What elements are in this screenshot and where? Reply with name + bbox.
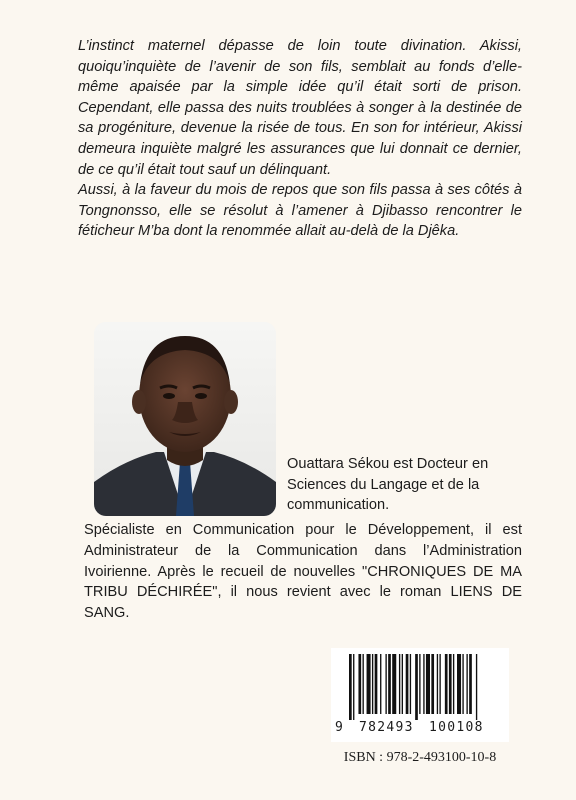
barcode-bar bbox=[476, 654, 477, 720]
blurb-paragraph: L’instinct maternel dépasse de loin toute divination. Akissi, quoiqu’inquiète de l’avenir de son fils, semblait au fonds d’elle-même apaisée par la simple idée qu’il était sorti de prison. Cependant, elle passa des nuits troublées à songer à la destinée de sa progéniture, devenue la risée de tous. En son for intérieur, Akissi demeura inquiète malgré les assurances que lui donnait ce dernier, de ce qu’il était tout sauf un délinquant. bbox=[78, 38, 522, 178]
barcode-bar bbox=[363, 654, 364, 714]
barcode-bar bbox=[453, 654, 454, 714]
barcode-bar bbox=[426, 654, 430, 714]
author-bio-intro: Ouattara Sékou est Docteur en Sciences du Langage et de la communication. bbox=[287, 456, 489, 514]
barcode-bar bbox=[380, 654, 381, 714]
isbn-number: ISBN : 978-2-493100-10-8 bbox=[343, 750, 497, 765]
barcode-bar bbox=[367, 654, 371, 714]
barcode-bar bbox=[445, 654, 448, 714]
barcode-digits-left: 782493 bbox=[359, 720, 414, 735]
barcode-bar bbox=[392, 654, 396, 714]
author-photo bbox=[94, 322, 276, 516]
barcode-bar bbox=[419, 654, 420, 714]
barcode-bar bbox=[410, 654, 411, 714]
barcode-bar bbox=[439, 654, 440, 714]
blurb-paragraph: Aussi, à la faveur du mois de repos que son fils passa à ses côtés à Tongnonsso, elle se résolut à l’amener à Djibasso rencontrer le féticheur M’ba dont la renommée allait au-delà de la Djêka. bbox=[78, 182, 522, 240]
barcode-bar bbox=[469, 654, 472, 714]
barcode-digits-right: 100108 bbox=[429, 720, 484, 735]
barcode-bar bbox=[372, 654, 373, 714]
back-cover-blurb bbox=[78, 36, 522, 242]
barcode-bar bbox=[349, 654, 352, 720]
barcode-bar bbox=[385, 654, 386, 714]
barcode bbox=[331, 648, 509, 742]
barcode-bar bbox=[462, 654, 463, 714]
author-bio-details: Spécialiste en Communication pour le Développement, il est Administrateur de la Communication dans l’Administration Ivoirienne. Après le recueil de nouvelles "CHRONIQUES DE MA TRIBU DÉCHIRÉE", il nous revient avec le roman LIENS DE SANG. bbox=[84, 522, 522, 622]
barcode-bar bbox=[457, 654, 461, 714]
barcode-digit-first: 9 bbox=[335, 720, 345, 735]
barcode-bar bbox=[449, 654, 452, 714]
barcode-bar bbox=[375, 654, 378, 714]
barcode-bar bbox=[423, 654, 424, 714]
barcode-bar bbox=[399, 654, 400, 714]
barcode-bar bbox=[466, 654, 467, 714]
barcode-bar bbox=[388, 654, 391, 714]
barcode-bar bbox=[358, 654, 361, 714]
barcode-bar bbox=[415, 654, 418, 720]
barcode-bar bbox=[431, 654, 434, 714]
barcode-bar bbox=[402, 654, 403, 714]
barcode-bar bbox=[437, 654, 438, 714]
barcode-bar bbox=[353, 654, 354, 720]
barcode-bar bbox=[406, 654, 409, 714]
